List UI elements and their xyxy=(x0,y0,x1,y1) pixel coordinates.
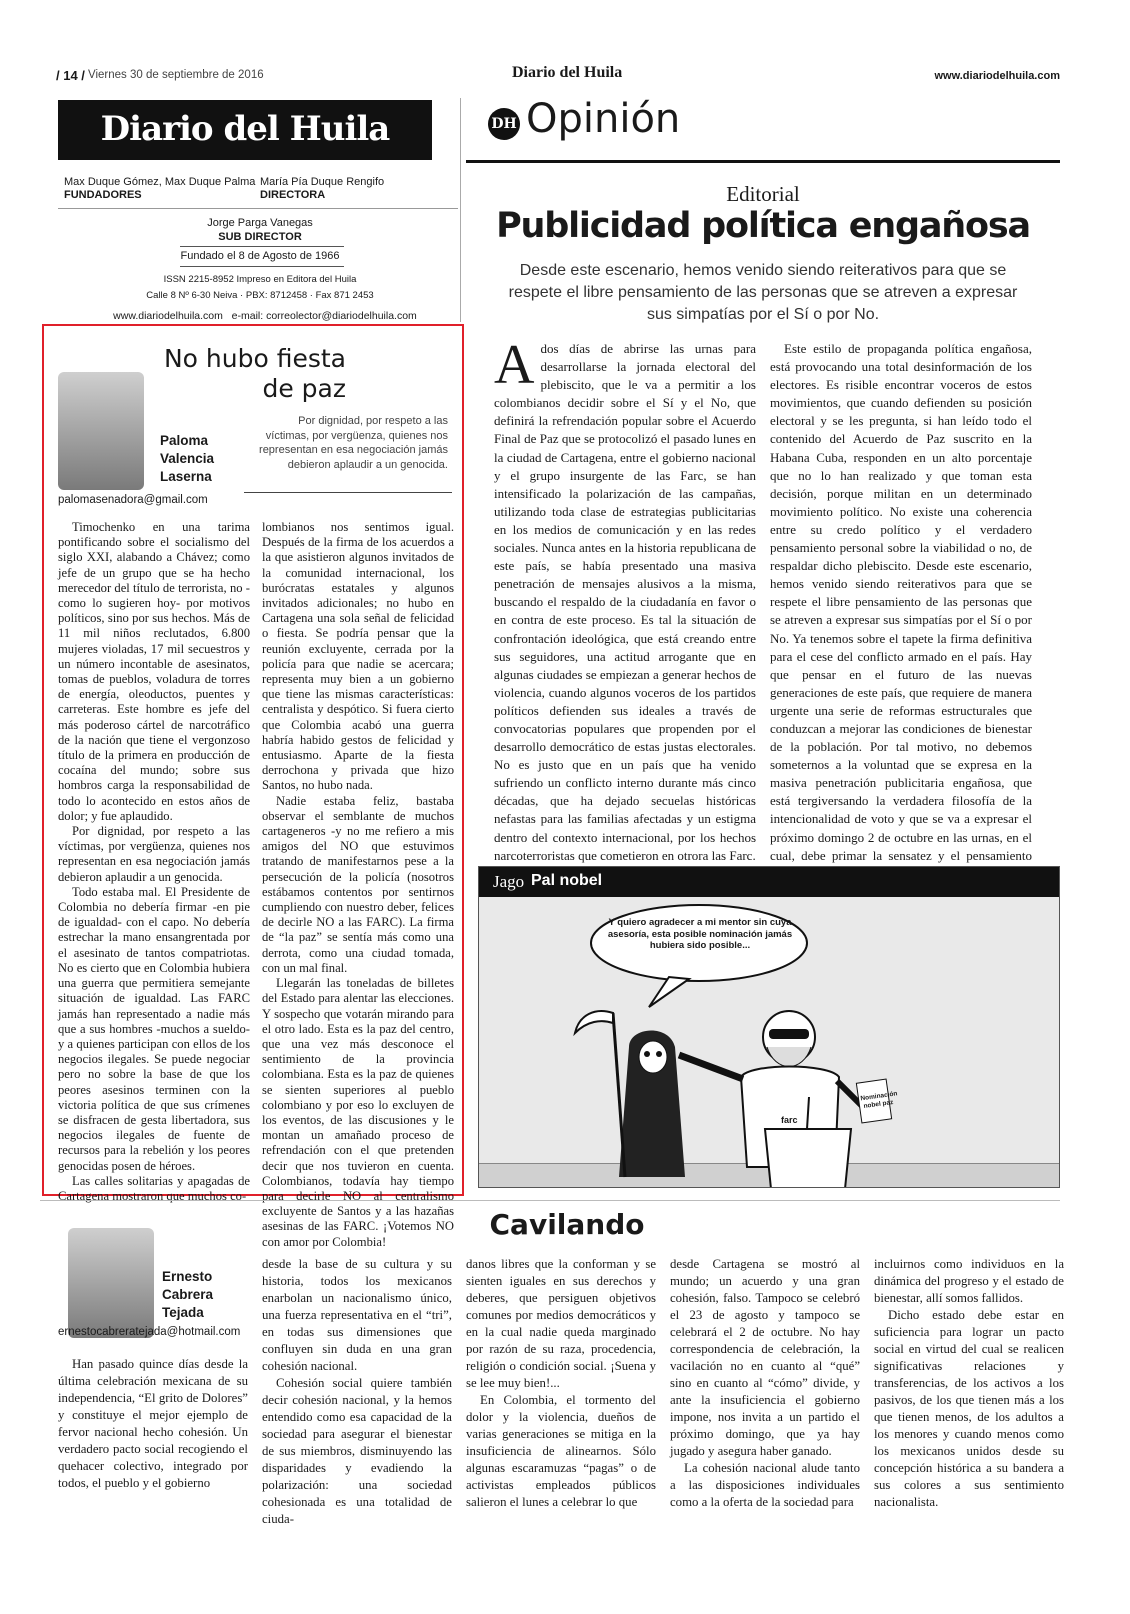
masthead-web-link[interactable]: www.diariodelhuila.com xyxy=(113,310,223,322)
cavilando-email[interactable]: ernestocabreratejada@hotmail.com xyxy=(58,1326,241,1338)
section-header xyxy=(488,96,1060,158)
editorial-col1: Ados días de abrirse las urnas para desarrollarse la jornada electoral del plebiscito, que le va a permitir a los colombianos decidir sobre el Sí y el No, que definirá la refrendación popular sobre el Acuerdo Final de Paz que se protocolizó el pasado lunes en la ciudad de Cartagena, entre el gobierno nacional y el grupo insurgente de las Farc, se han intensificado la polarización de las campañas, utilizando toda clase de estrategias publicitarias en los medios de comunicación y en las redes sociales. Nunca antes en la historia republicana de este país, se había presentado una masiva penetración de mensajes alusivos a la misma, buscando el respaldo de la ciudadanía en favor o en contra de este proceso. Es tal la situación de confrontación ideológica, que está creando entre sus seguidores, una actitud arrogante que en algunas ciudades se empiezan a generar hechos de violencia, cuando algunos voceros de los partidos políticos defienden sus ideales a través de convocatorias populares que propenden por el desarrollo democrático de estas justas electorales. No es justo que en un país que ha venido sufriendo un conflicto interno durante más cinco décadas, que ha dejado secuelas históricas nefastas para las familias afectadas y un estigma dentro del contexto internacional, por los hechos narcoterroristas que cometieron en otrora las Farc. xyxy=(494,334,756,863)
editorial-kicker: Editorial xyxy=(726,182,800,206)
section-rule xyxy=(466,160,1060,163)
header-website[interactable]: www.diariodelhuila.com xyxy=(934,70,1060,82)
masthead-logo xyxy=(58,100,432,160)
founders-names: Max Duque Gómez, Max Duque Palma xyxy=(64,176,256,188)
masthead-rule-short-2 xyxy=(180,266,344,267)
column-divider xyxy=(460,98,461,322)
director-label: DIRECTORA xyxy=(260,189,326,201)
masthead-rule-short xyxy=(180,246,344,247)
cavilando-col2: desde la base de su cultura y su historia, todos los mexicanos enarbolan un nacionalismo único, una fuerza representativa en el “tri”, en todas sus dimensiones que confluyen sin duda en una gran cohesión nacional. Cohesión social quiere también decir cohesión nacional, y la hemos entendido como esa capacidad de la sociedad para asegurar el bienestar de sus miembros, disminuyendo las disparidades y evadiendo la polarización: una sociedad cohesionada es una totalidad de ciuda- xyxy=(262,1257,452,1526)
cartoon-speech: Y quiero agradecer a mi mentor sin cuya asesoría, esta posible nominación jamás hubiera sido posible... xyxy=(607,917,793,951)
column-email[interactable]: palomasenadora@gmail.com xyxy=(58,494,208,506)
page-date: Viernes 30 de septiembre de 2016 xyxy=(88,69,264,81)
masthead-rule xyxy=(58,208,458,209)
cavilando-author: Ernesto Cabrera Tejada xyxy=(162,1269,214,1320)
cavilando-col3: danos libres que la conforman y se sienten iguales en sus derechos y deberes, que persiguen objetivos comunes por medios democráticos y en la cual nadie queda marginado por razón de su raza, procedencia, religión o condición social. ¡Suena y se lee muy bien!... En Colombia, el tormento del dolor y la violencia, dueños de varias generaciones se mitiga en la insuficiencia de alinearnos. Sólo algunas escaramuzas “pagas” o de activistas empleados públicos salieron el lunes a celebrar lo que xyxy=(466,1257,656,1509)
column-body-col1: Timochenko en una tarima pontificando sobre el socialismo del siglo XXI, alabando a Chávez; como jefe de un grupo que se ha hecho merecedor del título de terrorista, no -como lo sugieren hoy- por motivos políticos, sino por sus hechos. Más de 11 mil niños reclutados, 6.800 mujeres violadas, 17 mil secuestros y un número incontable de asesinatos, tomas de pueblos, voladura de torres de energía, oleoductos, puentes y carreteras. Este hombre es jefe del más poderoso cártel de narcotráfico de la nación que tiene el vergonzoso título de la primera en producción de cocaína del mundo; sobre sus hombros carga la responsabilidad de todo lo acontecido en estos años de dolor; y fue aplaudido. Por dignidad, por respeto a las víctimas, por vergüenza, quienes nos representan en esa negociación jamás debieron aplaudir a un genocida. Todo estaba mal. El Presidente de Colombia no debería firmar -en pie de igualdad- con el capo. No debería estrechar la mano ensangrentada por el asesinato de tantos compatriotas. No es cierto que en Colombia hubiera una guerra que permitiera semejante situación de igualdad. Las FARC jamás han representado a nadie más que a sus hombres -muchos a sueldo- y a quienes participan con ellos de los negocios ilegales. Se puede negociar pero no sobre la base de que los peores asesinos terminen con la victoria política de que sus crímenes se disfracen de gesta libertadora, sus negocios ilegales de fuente de recursos para la rebelión y los peores genocidas posen de héroes. Las calles solitarias y apagadas de Cartagena mostraron que muchos co- xyxy=(58,520,250,1203)
page-header xyxy=(56,66,1060,88)
page-number: / 14 / xyxy=(56,68,85,83)
subdirector-label: SUB DIRECTOR xyxy=(218,231,302,243)
masthead-logo-text: Diario del Huila xyxy=(100,109,390,149)
editorial-dropcap: A xyxy=(494,334,535,396)
masthead-email-link[interactable]: e-mail: correolector@diariodelhuila.com xyxy=(231,310,417,322)
cartoon-panel xyxy=(478,866,1060,1188)
cartoon-header xyxy=(479,867,1060,897)
editorial-title: Publicidad política engañosa xyxy=(496,206,1030,246)
bottom-rule xyxy=(40,1200,1060,1201)
masthead-address: Calle 8 Nº 6-30 Neiva · PBX: 8712458 · Fax 871 2453 xyxy=(146,290,374,301)
cavilando-author-avatar xyxy=(68,1228,154,1338)
cavilando-title: Cavilando xyxy=(489,1208,645,1241)
section-badge: DH xyxy=(488,108,520,140)
cartoon-paper-text: Nominación nobel paz xyxy=(860,1090,898,1111)
column-title: No hubo fiesta de paz xyxy=(163,344,346,403)
director-name: María Pía Duque Rengifo xyxy=(260,176,385,188)
masthead-issn: ISSN 2215-8952 Impreso en Editora del Huila xyxy=(163,274,357,285)
header-paper-name: Diario del Huila xyxy=(512,64,623,81)
cartoon-shirt-text: farc xyxy=(781,1115,798,1125)
cavilando-col5: incluirnos como individuos en la dinámica del progreso y el estado de bienestar, allí somos fallidos. Dicho estado debe estar en suficiencia para lograr un pacto social en virtud del cual se realicen significativas relaciones y transferencias, de los activos a los pasivos, de los que tienen más a los que tienen menos, de los adultos a los menores y cuando menos como los mexicanos unidos desde su concepción histórica a su bandera a sus colores a sus sentimiento nacionalista. xyxy=(874,1257,1064,1509)
pullquote-rule xyxy=(244,492,452,493)
cartoon-title: Pal nobel xyxy=(531,872,603,889)
author-avatar xyxy=(58,372,144,490)
column-body-col2: lombianos nos sentimos igual. Después de la firma de los acuerdos a la que asistieron algunos invitados de la comunidad internacional, los burócratas estatales y algunos invitados adicionales; no hubo en Cartagena una sola señal de felicidad o fiesta. Se podría pensar que la reunión excluyente, cerrada por la policía para que nadie se acercara; representa muy bien a un gobierno que tiene las mismas características: centralista y despótico. Si fuera cierto que Colombia acabó una guerra habría habido gestos de felicidad y entusiasmo. Aparte de la fiesta derrochona y privada que hizo Santos, no hubo nada. Nadie estaba feliz, bastaba observar el semblante de muchos cartageneros -y no me refiero a mis amigos del NO que estuvimos tratando de manifestarnos pese a la persecución de la policía (nosotros estábamos contentos por sentirnos cumpliendo con nuestro deber, felices de decirle NO a las FARC). La firma de “la paz” se sentía más como una derrota, como una ciudad tomada, con un mal final. Llegarán las toneladas de billetes del Estado para alentar las elecciones. Y sospecho que votarán mirando para el otro lado. Esta es la paz del centro, que una vez más desconoce el sentimiento de la provincia colombiana. Esta es la paz de quienes se sienten superiores al pueblo colombiano y por eso lo excluyen de los eventos, de las discusiones y le montan un amañado proceso de refrendación con el que pretenden decir que nos tuvieron en cuenta. Colombianos, todavía hay tiempo para decirle NO al centralismo excluyente de Santos y a las hazañas asesinas de las FARC. ¡Votemos NO con amor por Colombia! xyxy=(262,520,454,1249)
cartoon-artist: Jago xyxy=(493,872,525,891)
section-title: Opinión xyxy=(526,96,681,142)
masthead-founded: Fundado el 8 de Agosto de 1966 xyxy=(180,250,340,262)
column-pullquote: Por dignidad, por respeto a las víctimas, por vergüenza, quienes nos representan en esa negociación jamás debieron aplaudir a un genocida. xyxy=(259,415,448,471)
column-author: Paloma Valencia Laserna xyxy=(160,433,215,484)
editorial-deck: Desde este escenario, hemos venido siendo reiterativos para que se respete el libre pensamiento de las personas que se atreven a expresar sus simpatías por el Sí o por No. xyxy=(508,262,1018,323)
founders-label: FUNDADORES xyxy=(64,189,142,201)
subdirector-name: Jorge Parga Vanegas xyxy=(207,217,313,229)
masthead-staff xyxy=(150,216,370,244)
masthead-web xyxy=(70,310,460,322)
editorial-col2: Este estilo de propaganda política engañosa, está provocando una total desinformación de los electores. Es risible encontrar voceros de estos movimientos, que cuando defienden su posición electoral y se les pregunta, si han leído todo el contenido del Acuerdo de Paz suscrito en la Habana Cuba, responden en un alto porcentaje que no lo han realizado y que toman esta decisión, porque militan en un determinado movimiento político. No existe una coherencia entre su credo político y el verdadero pensamiento personal sobre la viabilidad o no, de respaldar dicho plebiscito. Desde este escenario, hemos venido siendo reiterativos para que se respete el libre pensamiento de las personas que se atreven a expresar sus simpatías por el Sí o por No. Ya tenemos sobre el tapete la firma definitiva para el cese del conflicto armado en el país. Hay que pensar en el futuro de las nuevas generaciones de este país, que requiere de manera urgente una serie de reformas estructurales que conduzcan a mejorar las condiciones de bienestar de la población. Por tal motivo, no debemos someternos a la voluntad que se expresa en la masiva penetración publicitaria engañosa, que está tergiversando la verdadera filosofía de la intencionalidad de voto y que se va a expresar el próximo domingo 2 de octubre en las urnas, en el cual, debe primar la sensatez y el pensamiento xyxy=(770,341,1032,863)
cavilando-col1: Han pasado quince días desde la última celebración mexicana de su independencia, “El grito de Dolores” y constituye el mejor ejemplo de fervor nacional hecho cohesión. Un verdadero pacto social recogiendo el quehacer colectivo, integrado por todos, el pueblo y el gobierno xyxy=(58,1357,248,1490)
cavilando-col4: desde Cartagena se mostró al mundo; un acuerdo y una gran cohesión, falso. Tampoco se celebró el 23 de agosto y tampoco se celebrará el 2 de octubre. No hay correspondencia de celebración, la vacilación no en cuanto al “qué” sino en cuanto al “cómo” divide, y ante la insuficiencia el gobierno impone, nos invita a un partido el próximo domingo, que ya hay jugado y asegura haber ganado. La cohesión nacional alude tanto a las disposiciones individuales como a la oferta de la sociedad para xyxy=(670,1257,860,1509)
